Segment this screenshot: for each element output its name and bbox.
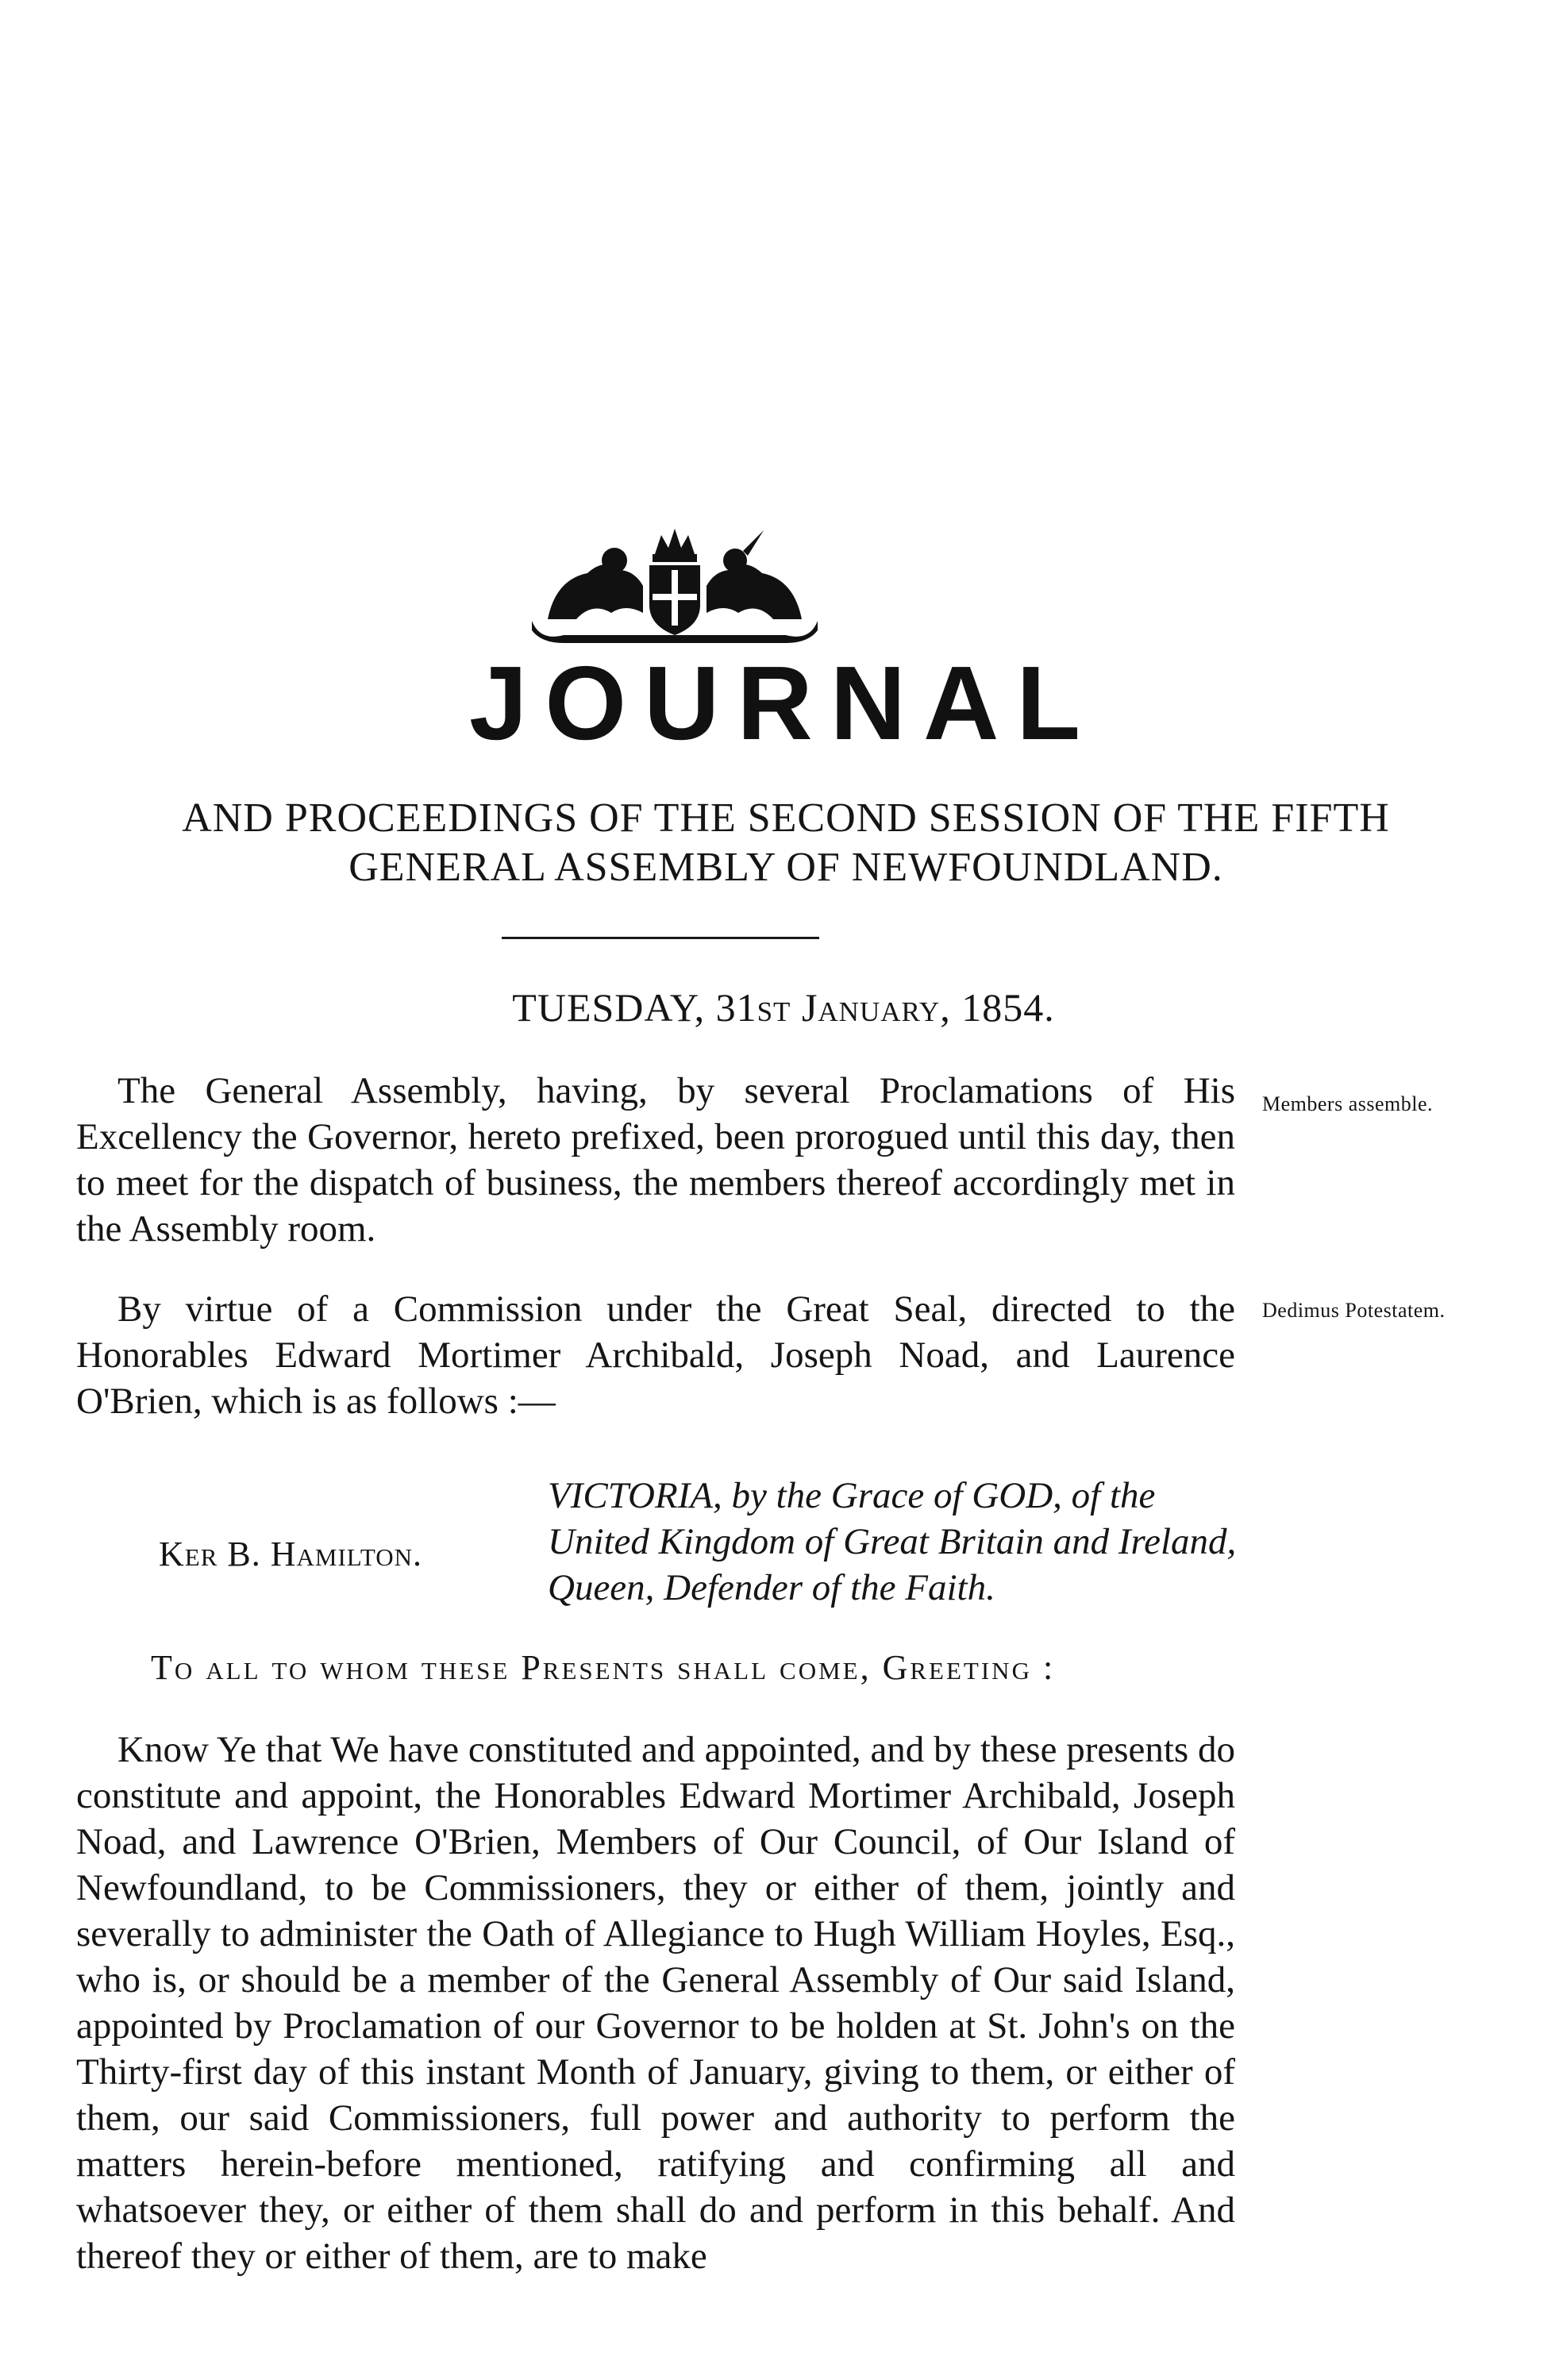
paragraph-assembly-met: The General Assembly, having, by several Proclamations of His Excellency the Governor, hereto prefixed, been prorogued until this day, then to meet for the dispatch of business, the members thereof accordingly met in the Assembly room. [76,1070,1235,1250]
date-day-month: 31st January, [715,985,951,1030]
date-weekday: TUESDAY, [512,985,706,1030]
journal-title: JOURNAL [468,645,1099,761]
session-date [0,984,1567,1030]
coat-of-arms-emblem [516,524,834,643]
commission-body: Know Ye that We have constituted and appointed, and by these presents do constitute and appoint, the Honorables Edward Mortimer Archibald, Joseph Noad, and Lawrence O'Brien, Members of Our Council, of Our Island of Newfoundland, to be Commissioners, they or either of them, jointly and severally to administer the Oath of Allegiance to Hugh William Hoyles, Esq., who is, or should be a member of the General Assembly of Our said Island, appointed by Proclamation of our Governor to be holden at St. John's on the Thirty-first day of this instant Month of January, giving to them, or either of them, our said Commissioners, full power and authority to perform the matters herein-before mentioned, ratifying and confirming all and whatsoever they, or either of them shall do and perform in this behalf. And thereof they or either of them, are to make [76,1729,1235,2277]
title-divider [502,937,819,939]
session-subtitle: AND PROCEEDINGS OF THE SECOND SESSION OF THE FIFTH GENERAL ASSEMBLY OF NEWFOUNDLAND. [182,795,1390,890]
margin-note-dedimus: Dedimus Potestatem. [1262,1299,1446,1322]
margin-note-members-assemble: Members assemble. [1262,1092,1434,1115]
royal-style-text: VICTORIA, by the Grace of GOD, of the United Kingdom of Great Britain and Ireland, Queen, Defender of the Faith. [548,1475,1237,1608]
paragraph-commission-intro: By virtue of a Commission under the Great Seal, directed to the Honorables Edward Mortimer Archibald, Joseph Noad, and Laurence O'Brien, which is as follows :— [76,1288,1235,1422]
commission-greeting: To all to whom these Presents shall come, Greeting : [151,1648,1056,1687]
date-year: 1854. [961,985,1055,1030]
commission-signer: Ker B. Hamilton. [159,1535,423,1573]
